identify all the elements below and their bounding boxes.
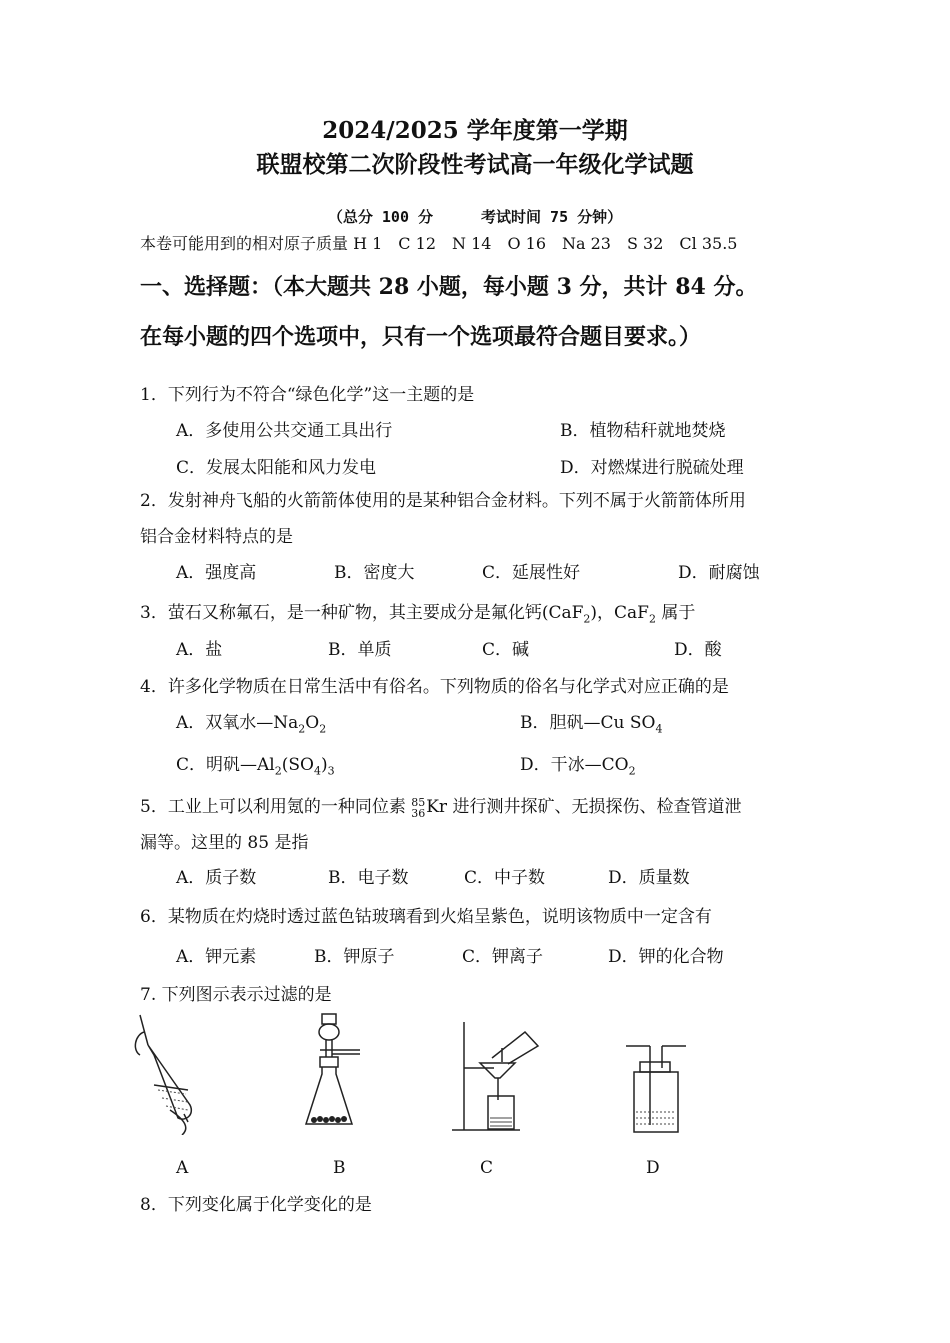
q5-option-a: A．质子数 [176, 868, 257, 888]
isotope-notation: 85 36 [411, 795, 426, 820]
atomic-masses: 本卷可能用到的相对原子质量 H 1 C 12 N 14 O 16 Na 23 S 32 Cl 35.5 [140, 234, 738, 253]
q6-option-c: C．钾离子 [462, 947, 544, 967]
q1-option-c: C．发展太阳能和风力发电 [176, 458, 377, 478]
q2-option-a: A．强度高 [176, 563, 257, 583]
q4-option-c: C．明矾$—Al_2(SO_4)_3$ [176, 755, 335, 778]
q7-stem: 7. 下列图示表示过滤的是 [140, 985, 332, 1005]
section-heading-line2: 在每小题的四个选项中，只有一个选项最符合题目要求。） [140, 324, 702, 350]
q6-option-b: B．钾原子 [314, 947, 395, 967]
figure-b-flask-apparatus [300, 1012, 370, 1138]
q5-option-b: B．电子数 [328, 868, 409, 888]
q6-option-d: D．钾的化合物 [608, 947, 724, 967]
q6-option-a: A．钾元素 [176, 947, 257, 967]
total-score: （总分 100 分 [327, 208, 434, 226]
q2-option-c: C．延展性好 [482, 563, 581, 583]
figure-label-c: C [480, 1158, 494, 1178]
q5-option-d: D．质量数 [608, 868, 690, 888]
q2-option-d: D．耐腐蚀 [678, 563, 760, 583]
figure-label-b: B [333, 1158, 346, 1178]
q3-stem: 3．萤石又称氟石，是一种矿物，其主要成分是氟化钙(CaF$_2$)，CaF$_2$ 属于 [140, 603, 696, 626]
figure-label-a: A [176, 1158, 189, 1178]
figure-c-filtration [450, 1018, 540, 1136]
q1-option-b: B．植物秸秆就地焚烧 [560, 421, 726, 441]
q2-stem-line2: 铝合金材料特点的是 [140, 527, 293, 547]
q6-stem: 6．某物质在灼烧时透过蓝色钴玻璃看到火焰呈紫色，说明该物质中一定含有 [140, 907, 712, 927]
q3-option-a: A．盐 [176, 640, 223, 660]
q4-option-d: D．干冰$—CO_2$ [520, 755, 636, 778]
q3-option-c: C．碱 [482, 640, 530, 660]
figure-a-separatory-funnel [130, 1010, 210, 1135]
q1-stem: 1．下列行为不符合“绿色化学”这一主题的是 [140, 385, 475, 405]
q3-option-b: B．单质 [328, 640, 392, 660]
q8-stem: 8．下列变化属于化学变化的是 [140, 1195, 372, 1215]
q1-option-d: D．对燃煤进行脱硫处理 [560, 458, 744, 478]
q4-stem: 4．许多化学物质在日常生活中有俗名。下列物质的俗名与化学式对应正确的是 [140, 677, 729, 697]
figure-label-d: D [646, 1158, 660, 1178]
q4-option-a: A．双氧水$—Na_2O_2$ [176, 713, 327, 736]
q4-option-b: B．胆矾—Cu $SO_4$ [520, 713, 663, 736]
section-heading-line1: 一、选择题：（本大题共 28 小题，每小题 3 分，共计 84 分。 [140, 274, 758, 300]
q5-stem-line1: 5．工业上可以利用氪的一种同位素 85 36 Kr 进行测井探矿、无损探伤、检查管道泄 [140, 795, 742, 820]
figure-d-gas-washing-bottle [622, 1040, 692, 1138]
exam-title-line2: 联盟校第二次阶段性考试高一年级化学试题 [256, 151, 694, 178]
q3-option-d: D．酸 [674, 640, 722, 660]
q1-option-a: A．多使用公共交通工具出行 [176, 421, 393, 441]
q5-stem-line2: 漏等。这里的 85 是指 [140, 833, 309, 853]
exam-title-line1: 2024/2025 学年度第一学期 [322, 117, 628, 144]
q2-stem-line1: 2．发射神舟飞船的火箭箭体使用的是某种铝合金材料。下列不属于火箭箭体所用 [140, 491, 746, 511]
q5-option-c: C．中子数 [464, 868, 546, 888]
q2-option-b: B．密度大 [334, 563, 415, 583]
exam-time: 考试时间 75 分钟） [481, 208, 623, 226]
exam-meta [0, 206, 950, 227]
